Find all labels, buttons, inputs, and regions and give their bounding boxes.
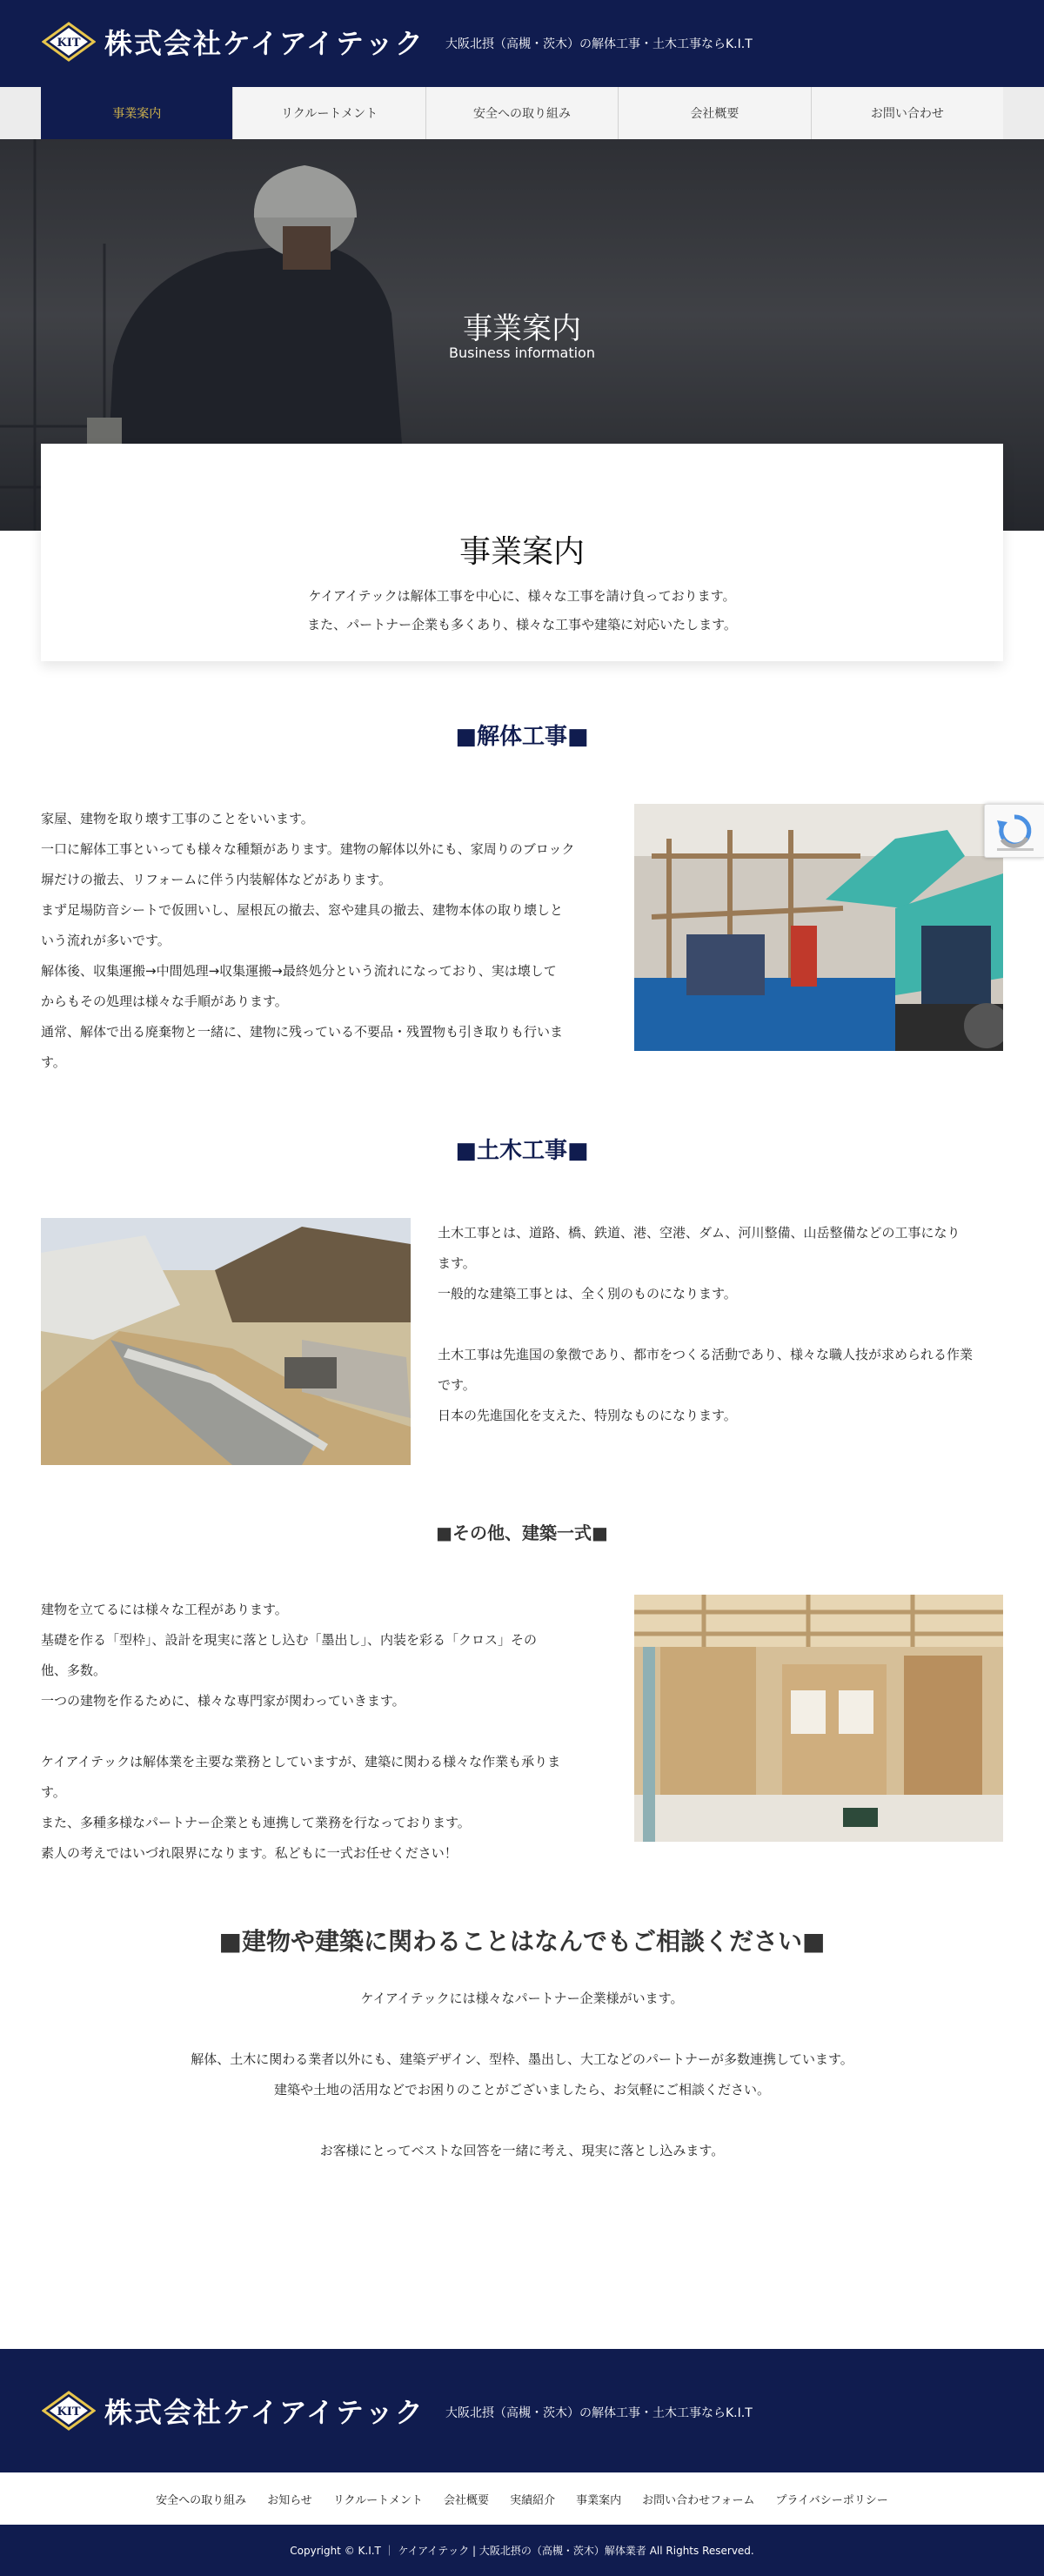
nav-item-contact[interactable]: お問い合わせ [812,87,1003,139]
construction-text [41,1595,606,1869]
text-line-blank [41,1716,606,1747]
text-line: す。 [41,1054,66,1070]
company-name: 株式会社ケイアイテック [104,27,425,60]
nav-item-business[interactable]: 事業案内 [41,87,233,139]
text-line: ケイアイテックには様々なパートナー企業様がいます。 [360,1991,684,2006]
nav-item-safety[interactable]: 安全への取り組み [426,87,619,139]
footer-link-business[interactable]: 事業案内 [576,2493,622,2507]
text-line: 土木工事とは、道路、橋、鉄道、港、空港、ダム、河川整備、山岳整備などの工事になり [438,1225,960,1241]
nav-item-recruitment[interactable]: リクルートメント [233,87,425,139]
svg-text:KIT: KIT [57,37,81,50]
recaptcha-icon [985,805,1044,859]
text-line: ます。 [438,1255,476,1271]
text-line: 一口に解体工事といっても様々な種類があります。建物の解体以外にも、家周りのブロック [41,841,575,857]
text-line-blank [0,2105,1044,2136]
footer-link-works[interactable]: 実績紹介 [510,2493,556,2507]
text-line-blank [438,1309,1003,1340]
text-line: 素人の考えではいづれ限界になります。私どもに一式お任せください！ [41,1845,458,1861]
text-line-blank [0,2014,1044,2044]
civil-text [438,1218,1003,1431]
text-line: 塀だけの撤去、リフォームに伴う内装解体などがあります。 [41,872,392,887]
text-line: からもその処理は様々な手順があります。 [41,994,288,1009]
main-nav [0,87,1044,139]
nav-item-company[interactable]: 会社概要 [619,87,811,139]
text-line: お客様にとってベストな回答を一緒に考え、現実に落とし込みます。 [319,2143,725,2158]
text-line: 解体、土木に関わる業者以外にも、建築デザイン、型枠、墨出し、大工などのパートナーが多数連携しています。 [191,2051,853,2067]
text-line: 一般的な建築工事とは、全く別のものになります。 [438,1286,737,1301]
copyright: Copyright © K.I.T ｜ ケイアイテック | 大阪北摂の（高槻・茨木）解体業者 All Rights Reserved. [0,2525,1044,2576]
text-line: 日本の先進国化を支えた、特別なものになります。 [438,1408,737,1423]
footer-link-recruitment[interactable]: リクルートメント [332,2493,424,2507]
footer-links [0,2472,1044,2525]
consult-text [0,1984,1044,2166]
footer-company-name: 株式会社ケイアイテック [104,2396,425,2429]
footer-link-safety[interactable]: 安全への取り組み [156,2493,247,2507]
text-line: 基礎を作る「型枠」、設計を現実に落とし込む「墨出し」、内装を彩る「クロス」その [41,1632,538,1648]
demolition-photo [634,804,1003,1051]
logo-mark-icon [42,22,96,62]
text-line: ケイアイテックは解体業を主要な業務としていますが、建築に関わる様々な作業も承りま [41,1754,561,1770]
footer-link-privacy[interactable]: プライバシーポリシー [775,2493,888,2507]
text-line: 一つの建物を作るために、様々な専門家が関わっていきます。 [41,1693,405,1709]
footer-tagline: 大阪北摂（高槻・茨木）の解体工事・土木工事ならK.I.T [445,2406,753,2420]
text-line: す。 [41,1784,66,1800]
intro-card [41,444,1003,661]
construction-title: ■その他、建築一式■ [436,1522,608,1543]
footer-logo[interactable] [42,2391,425,2431]
footer-link-company[interactable]: 会社概要 [444,2493,490,2507]
demolition-title: ■解体工事■ [455,724,589,750]
header-tagline: 大阪北摂（高槻・茨木）の解体工事・土木工事ならK.I.T [445,37,753,51]
site-footer [0,2349,1044,2472]
civil-title: ■土木工事■ [455,1138,589,1164]
recaptcha-badge[interactable] [984,804,1044,858]
text-line: です。 [438,1377,476,1393]
construction-photo [634,1595,1003,1842]
text-line: いう流れが多いです。 [41,933,171,948]
text-line: まず足場防音シートで仮囲いし、屋根瓦の撤去、窓や建具の撤去、建物本体の取り壊しと [41,902,564,918]
text-line: 解体後、収集運搬→中間処理→収集運搬→最終処分という流れになっており、実は壊して [41,963,557,979]
site-logo[interactable] [42,22,425,62]
logo-mark-icon [42,2391,96,2431]
text-line: 建築や土地の活用などでお困りのことがございましたら、お気軽にご相談ください。 [273,2082,770,2098]
hero-title: 事業案内 [463,311,581,346]
text-line: 建物を立てるには様々な工程があります。 [41,1602,288,1617]
footer-link-contact-form[interactable]: お問い合わせフォーム [642,2493,755,2507]
text-line: 土木工事は先進国の象徴であり、都市をつくる活動であり、様々な職人技が求められる作業 [438,1347,974,1362]
civil-photo [41,1218,411,1465]
text-line: また、多種多様なパートナー企業とも連携して業務を行なっております。 [41,1815,471,1830]
text-line: 他、多数。 [41,1663,107,1678]
hero-subtitle: Business information [449,345,595,361]
text-line: 家屋、建物を取り壊す工事のことをいいます。 [41,811,314,826]
text-line: 通常、解体で出る廃棄物と一緒に、建物に残っている不要品・残置物も引き取りも行いま [41,1024,564,1040]
intro-line: また、パートナー企業も多くあり、様々な工事や建築に対応いたします。 [307,617,737,632]
demolition-text [41,804,606,1078]
site-header [0,0,1044,87]
svg-text:KIT: KIT [57,2405,81,2419]
intro-title: 事業案内 [458,534,585,570]
intro-line: ケイアイテックは解体工事を中心に、様々な工事を請け負っております。 [308,588,736,604]
footer-link-news[interactable]: お知らせ [267,2493,312,2507]
consult-title: ■建物や建築に関わることはなんでもご相談ください■ [218,1927,826,1956]
